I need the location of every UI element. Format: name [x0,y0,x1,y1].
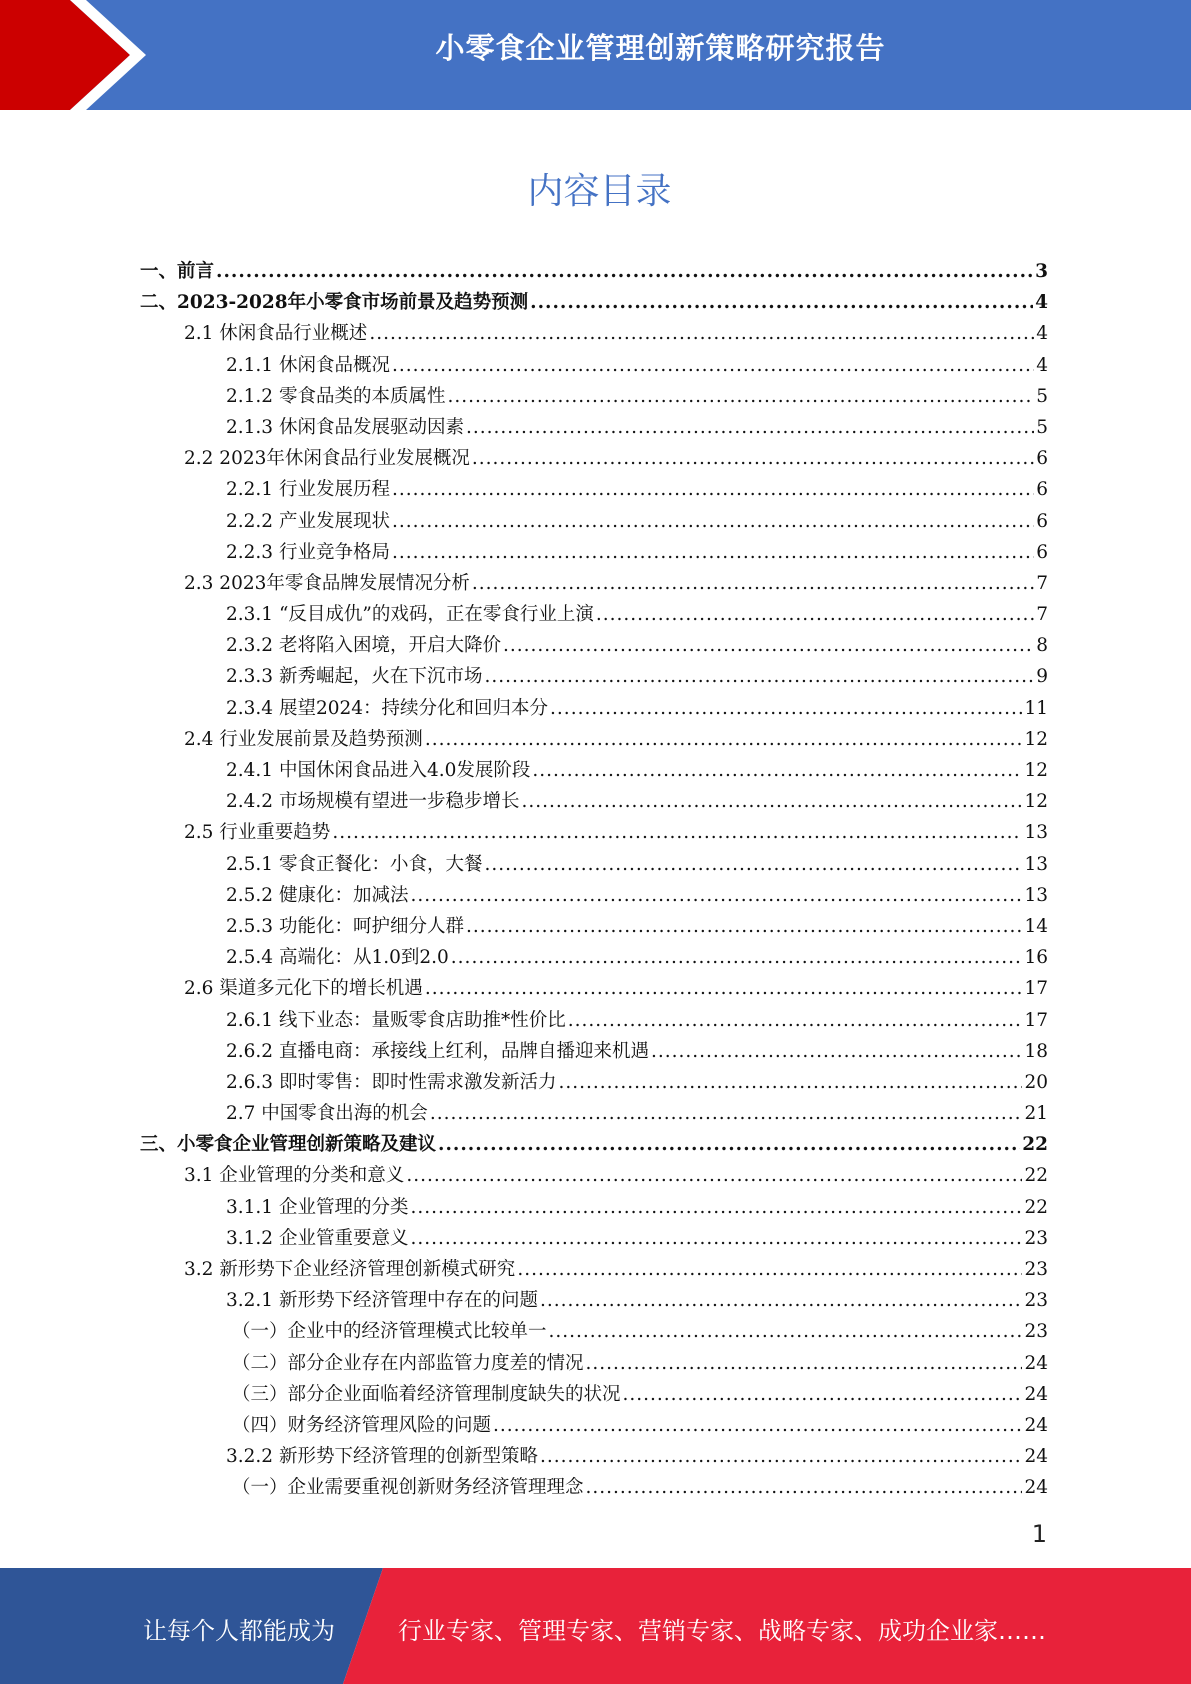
toc-leader-dots [466,911,1022,942]
toc-entry[interactable] [140,1005,1048,1036]
toc-leader-dots [568,1005,1023,1036]
toc-entry-label: 2.6.2 直播电商：承接线上红利，品牌自播迎来机遇 [226,1040,649,1062]
toc-entry-page: 24 [1024,1352,1048,1374]
toc-entry[interactable] [140,350,1048,381]
toc-entry[interactable] [140,1192,1048,1223]
toc-leader-dots [484,661,1034,692]
toc-entry[interactable] [140,661,1048,692]
toc-leader-dots [410,1223,1022,1254]
toc-entry-page: 24 [1024,1446,1048,1468]
toc-entry-page: 6 [1036,479,1048,501]
toc-leader-dots [410,1192,1022,1223]
toc-leader-dots [484,849,1022,880]
toc-entry-page: 6 [1036,541,1048,563]
toc-entry-page: 21 [1024,1103,1048,1125]
toc-leader-dots [517,1254,1022,1285]
toc-entry-label: 2.5.1 零食正餐化：小食，大餐 [226,853,483,875]
toc-entry-page: 17 [1024,978,1048,1000]
toc-entry-label: 2.3 2023年零食品牌发展情况分析 [184,572,470,594]
toc-entry-page: 24 [1024,1414,1048,1436]
toc-entry-page: 5 [1036,385,1048,407]
toc-entry[interactable] [140,318,1048,349]
footer-slogan-right: 行业专家、管理专家、营销专家、战略专家、成功企业家…… [398,1617,1046,1645]
toc-entry-page: 12 [1024,728,1048,750]
toc-entry-page: 24 [1024,1477,1048,1499]
toc-entry-page: 12 [1024,791,1048,813]
toc-entry-page: 23 [1024,1227,1048,1249]
toc-leader-dots [430,1098,1023,1129]
toc-entry-label: 2.5.2 健康化：加减法 [226,884,409,906]
toc-entry[interactable] [140,942,1048,973]
toc-entry-label: 2.5 行业重要趋势 [184,822,331,844]
toc-entry-label: 2.3.1 “反目成仇”的戏码，正在零食行业上演 [226,604,594,626]
toc-leader-dots [651,1036,1022,1067]
toc-entry-label: （二）部分企业存在内部监管力度差的情况 [232,1352,584,1374]
toc-entry-page: 18 [1024,1040,1048,1062]
toc-entry-label: 3.1 企业管理的分类和意义 [184,1165,405,1187]
toc-entry-page: 24 [1024,1383,1048,1405]
toc-entry-page: 17 [1024,1009,1048,1031]
toc-entry-label: 2.4.1 中国休闲食品进入4.0发展阶段 [226,760,531,781]
toc-entry-page: 14 [1024,915,1048,937]
toc-leader-dots [530,287,1033,318]
toc-leader-dots [392,474,1034,505]
toc-entry-page: 4 [1036,354,1048,376]
toc-entry-page: 22 [1024,1165,1048,1187]
toc-entry-page: 6 [1036,510,1048,532]
toc-entry-label: 2.1.1 休闲食品概况 [226,354,390,376]
toc-entry[interactable] [140,412,1048,443]
toc-entry[interactable] [140,849,1048,880]
header-banner [0,0,1191,110]
toc-leader-dots [586,1348,1023,1379]
toc-entry[interactable] [140,1348,1048,1379]
toc-entry[interactable] [140,911,1048,942]
toc-entry-page: 8 [1036,635,1048,657]
toc-entry-page: 13 [1024,884,1048,906]
toc-entry-label: 2.3.2 老将陷入困境，开启大降价 [226,635,501,657]
toc-entry-page: 12 [1024,760,1048,781]
toc-entry[interactable] [140,1160,1048,1191]
toc-entry-label: 3.2.1 新形势下经济管理中存在的问题 [226,1290,538,1312]
footer-slogan-left: 让每个人都能成为 [143,1617,335,1645]
toc-entry[interactable] [140,1441,1048,1472]
toc-entry-label: 3.1.2 企业管重要意义 [226,1227,409,1249]
toc-entry-page: 9 [1036,666,1048,688]
toc-leader-dots [332,817,1022,848]
toc-entry-page: 7 [1036,572,1048,594]
toc-entry-page: 23 [1024,1290,1048,1312]
toc-leader-dots [558,1067,1022,1098]
toc-entry[interactable] [140,724,1048,755]
toc-entry-page: 13 [1024,853,1048,875]
toc-entry-label: （一）企业需要重视创新财务经济管理理念 [232,1477,584,1499]
toc-leader-dots [451,942,1023,973]
toc-entry[interactable] [140,474,1048,505]
toc-entry-page: 6 [1036,448,1048,470]
toc-entry-label: 3.2 新形势下企业经济管理创新模式研究 [184,1259,516,1280]
toc-leader-dots [466,412,1034,443]
toc-leader-dots [521,786,1022,817]
toc-leader-dots [623,1379,1023,1410]
toc-leader-dots [392,506,1034,537]
toc-entry-label: 2.3.3 新秀崛起，火在下沉市场 [226,666,483,688]
toc-entry[interactable] [140,568,1048,599]
toc-entry[interactable] [140,817,1048,848]
toc-entry[interactable] [140,1067,1048,1098]
toc-leader-dots [447,381,1034,412]
toc-leader-dots [540,1441,1022,1472]
toc-leader-dots [586,1472,1023,1503]
toc-entry[interactable] [140,537,1048,568]
toc-entry[interactable] [140,256,1048,287]
toc-leader-dots [493,1410,1022,1441]
toc-entry[interactable] [140,630,1048,661]
toc-entry[interactable] [140,599,1048,630]
toc-entry-label: 2.2.2 产业发展现状 [226,510,390,532]
toc-entry[interactable] [140,1129,1048,1160]
toc-entry-page: 16 [1024,947,1048,969]
toc-entry-label: （一）企业中的经济管理模式比较单一 [232,1321,547,1343]
toc-leader-dots [392,350,1034,381]
toc-leader-dots [410,880,1022,911]
toc-entry-label: 2.3.4 展望2024：持续分化和回归本分 [226,697,549,719]
toc-leader-dots [596,599,1034,630]
toc-entry-page: 22 [1024,1196,1048,1218]
toc-entry-label: 二、2023-2028年小零食市场前景及趋势预测 [140,292,529,314]
toc-leader-dots [549,1316,1023,1347]
toc-entry-label: 2.2.1 行业发展历程 [226,479,390,501]
toc-entry-page: 23 [1024,1321,1048,1343]
toc-entry[interactable] [140,1285,1048,1316]
toc-entry-page: 4 [1036,323,1048,345]
toc-entry-page: 5 [1036,416,1048,438]
footer-banner [0,1568,1191,1684]
toc-leader-dots [425,973,1023,1004]
table-of-contents [140,256,1048,1504]
toc-leader-dots [472,443,1034,474]
toc-entry-label: 三、小零食企业管理创新策略及建议 [140,1134,437,1156]
toc-entry[interactable] [140,693,1048,724]
toc-entry[interactable] [140,1379,1048,1410]
toc-entry-page: 22 [1022,1134,1048,1156]
toc-entry[interactable] [140,443,1048,474]
toc-entry[interactable] [140,755,1048,786]
toc-heading: 内容目录 [527,171,672,212]
page-number: 1 [1031,1520,1047,1548]
toc-entry-page: 7 [1036,604,1048,626]
toc-entry[interactable] [140,786,1048,817]
toc-entry-label: 3.1.1 企业管理的分类 [226,1196,409,1218]
toc-leader-dots [216,256,1033,287]
toc-entry-label: 2.2 2023年休闲食品行业发展概况 [184,448,470,470]
toc-entry[interactable] [140,1223,1048,1254]
toc-entry-label: 2.2.3 行业竞争格局 [226,541,390,563]
toc-entry-label: 一、前言 [140,261,215,282]
toc-entry-label: 2.1 休闲食品行业概述 [184,323,368,345]
toc-entry[interactable] [140,506,1048,537]
toc-leader-dots [532,755,1022,786]
toc-leader-dots [369,318,1034,349]
toc-entry-label: 2.6 渠道多元化下的增长机遇 [184,978,423,1000]
toc-entry-page: 3 [1035,261,1048,282]
toc-entry-label: 2.6.3 即时零售：即时性需求激发新活力 [226,1071,557,1093]
toc-leader-dots [472,568,1034,599]
toc-entry-label: 2.5.4 高端化：从1.0到2.0 [226,947,449,969]
report-title: 小零食企业管理创新策略研究报告 [435,31,886,65]
toc-leader-dots [392,537,1034,568]
toc-entry-label: （三）部分企业面临着经济管理制度缺失的状况 [232,1383,621,1405]
toc-entry[interactable] [140,1036,1048,1067]
toc-entry[interactable] [140,1472,1048,1503]
toc-entry-page: 11 [1024,697,1048,719]
toc-entry[interactable] [140,381,1048,412]
toc-entry[interactable] [140,880,1048,911]
toc-entry[interactable] [140,1098,1048,1129]
toc-entry-label: 2.5.3 功能化：呵护细分人群 [226,915,464,937]
toc-leader-dots [425,724,1023,755]
toc-entry-page: 23 [1024,1259,1048,1280]
toc-entry-label: 2.7 中国零食出海的机会 [226,1103,428,1125]
toc-entry-label: 2.4.2 市场规模有望进一步稳步增长 [226,791,520,813]
toc-entry[interactable] [140,973,1048,1004]
toc-leader-dots [438,1129,1020,1160]
toc-entry-label: 2.1.3 休闲食品发展驱动因素 [226,416,464,438]
toc-entry[interactable] [140,287,1048,318]
toc-entry-label: 2.1.2 零食品类的本质属性 [226,385,446,407]
toc-entry[interactable] [140,1254,1048,1285]
toc-entry-label: （四）财务经济管理风险的问题 [232,1414,492,1436]
toc-leader-dots [503,630,1034,661]
toc-entry[interactable] [140,1410,1048,1441]
toc-entry[interactable] [140,1316,1048,1347]
toc-leader-dots [406,1160,1022,1191]
toc-entry-page: 4 [1035,292,1048,314]
toc-entry-label: 2.6.1 线下业态：量贩零食店助推*性价比 [226,1009,566,1031]
toc-leader-dots [540,1285,1022,1316]
toc-leader-dots [550,693,1022,724]
toc-entry-page: 13 [1024,822,1048,844]
toc-entry-page: 20 [1024,1071,1048,1093]
toc-entry-label: 3.2.2 新形势下经济管理的创新型策略 [226,1446,538,1468]
toc-entry-label: 2.4 行业发展前景及趋势预测 [184,728,423,750]
